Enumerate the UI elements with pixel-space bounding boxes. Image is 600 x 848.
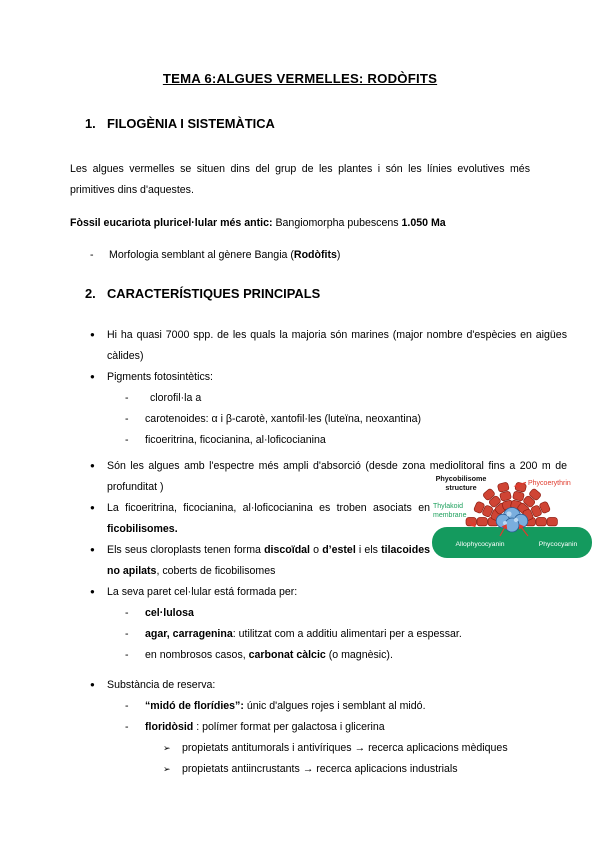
list-item-cellulosa xyxy=(70,603,530,624)
list-item-bold: discoïdal xyxy=(264,543,310,556)
list-item-pigments xyxy=(70,367,530,388)
section-1-title: FILOGÈNIA I SISTEMÀTICA xyxy=(107,116,275,131)
bullet-icon: ● xyxy=(90,502,95,512)
list-item-paret xyxy=(70,582,530,603)
list-item-text: carotenoides: α i β-carotè, xantofil·les (luteïna, neoxantina) xyxy=(145,412,422,425)
list-item-agar xyxy=(70,624,530,645)
section-1-heading xyxy=(70,113,530,134)
list-item-text: propietats antiincrustants → recerca aplicacions industrials xyxy=(182,762,458,775)
figure-title-line2: structure xyxy=(445,483,477,492)
list-item-text: clorofil·la a xyxy=(150,391,202,404)
list-item-species-count xyxy=(70,325,567,367)
section-2-number: 2. xyxy=(85,285,96,301)
list-item-text: o xyxy=(310,543,323,556)
list-item-aplicacions-industrials xyxy=(70,759,530,780)
phycobilisome-diagram xyxy=(430,470,598,563)
dash-icon: - xyxy=(125,391,129,404)
figure-title-line1: Phycobilisome xyxy=(435,474,487,483)
morfologia-pre: Morfologia semblant al gènere Bangia ( xyxy=(109,248,294,261)
thylakoid-label-line2: membrane xyxy=(433,512,467,519)
list-item-text: únic d'algues rojes i semblant al midó. xyxy=(243,699,426,712)
list-item-floridosid xyxy=(70,717,530,738)
arrow-bullet-icon: ➢ xyxy=(163,742,171,753)
phycoerythrin-label: Phycoerythrin xyxy=(528,480,571,487)
dash-icon: - xyxy=(125,627,129,640)
list-item-mido xyxy=(70,696,530,717)
intro-paragraph: Les algues vermelles se situen dins del grup de les plantes i són les línies evolutives més primitives dins d'aquestes. xyxy=(70,163,530,196)
list-item-cloroplasts xyxy=(70,540,430,582)
list-item-text: Substància de reserva: xyxy=(107,678,216,691)
list-item-text: La seva paret cel·lular está formada per: xyxy=(107,585,298,598)
bullet-icon: ● xyxy=(90,586,95,596)
list-item-bold: tilacoides no apilats xyxy=(107,543,430,577)
section-2-heading xyxy=(70,283,530,304)
dash-icon: - xyxy=(90,248,94,261)
phycobilisome-figure xyxy=(430,470,598,563)
document-title-text: TEMA 6:ALGUES VERMELLES: RODÒFITS xyxy=(162,71,438,86)
list-item-bold: d’estel xyxy=(322,543,356,556)
list-item-text: (o magnèsic). xyxy=(325,648,393,661)
fossil-lead: Fòssil eucariota pluricel·lular més antic: xyxy=(70,217,276,229)
bullet-icon: ● xyxy=(90,460,95,470)
arrow-bullet-icon: ➢ xyxy=(163,763,171,774)
bullet-icon: ● xyxy=(90,679,95,689)
list-item-text: : polímer format per galactosa i glicerina xyxy=(193,720,385,733)
list-item-bold: floridòsid xyxy=(145,720,194,733)
dash-icon: - xyxy=(125,648,129,661)
list-item-text: ficoeritrina, ficocianina, al·loficocianina xyxy=(145,433,326,446)
list-item-clorofil xyxy=(70,388,530,409)
list-item-text: propietats antitumorals i antivíriques → recerca aplicacions mèdiques xyxy=(182,741,508,754)
dash-icon: - xyxy=(125,720,129,733)
list-item-text: Són les algues amb l'espectre més ampli d'absorció (desde zona mediolitoral fins a 200 m de profunditat ) xyxy=(107,459,567,493)
dash-icon: - xyxy=(125,433,129,446)
list-item-text: Els seus cloroplasts tenen forma xyxy=(107,543,265,556)
morfologia-item xyxy=(70,245,530,266)
fossil-age: 1.050 Ma xyxy=(401,217,446,229)
section-1-number: 1. xyxy=(85,116,96,131)
list-item-ficobilisomes xyxy=(70,498,430,540)
list-item-text: : utilitzat com a additiu alimentari per a espessar. xyxy=(232,627,462,640)
thylakoid-label-line1: Thylakoid xyxy=(433,503,463,510)
list-item-reserva xyxy=(70,675,530,696)
list-item-text: Hi ha quasi 7000 spp. de les quals la majoria són marines (major nombre d'espècies en aigües càlides) xyxy=(107,328,567,362)
list-item-bold: cel·lulosa xyxy=(145,606,194,619)
bullet-icon: ● xyxy=(90,329,95,339)
list-item-carotenoides xyxy=(70,409,530,430)
list-item-text: i els xyxy=(355,543,382,556)
bullet-icon: ● xyxy=(90,371,95,381)
list-item-carbonat xyxy=(70,645,530,666)
list-item-bold: agar, carragenina xyxy=(145,627,233,640)
list-item-text: en nombrosos casos, xyxy=(145,648,249,661)
morfologia-post: ) xyxy=(336,248,341,261)
list-item-aplicacions-mediques xyxy=(70,738,530,759)
morfologia-bold: Rodòfits xyxy=(293,248,337,261)
dash-icon: - xyxy=(125,606,129,619)
dash-icon: - xyxy=(125,699,129,712)
list-item-ficoeritrina xyxy=(70,430,530,451)
allophycocyanin-label: Allophycocyanin xyxy=(455,541,505,548)
section-2-title: CARACTERÍSTIQUES PRINCIPALS xyxy=(107,285,321,301)
bullet-icon: ● xyxy=(90,544,95,554)
list-item-bold: “midó de florídies”: xyxy=(145,699,244,712)
phycocyanin-label: Phycocyanin xyxy=(538,541,578,548)
list-item-text: Pigments fotosintètics: xyxy=(107,370,213,383)
fossil-species: Bangiomorpha pubescens xyxy=(275,217,402,229)
document-title xyxy=(70,68,530,89)
list-item-text: , coberts de ficobilisomes xyxy=(156,564,276,577)
list-item-bold: ficobilisomes. xyxy=(107,522,178,535)
fossil-line xyxy=(70,213,530,234)
list-item-text: La ficoeritrina, ficocianina, al·loficocianina es troben asociats en xyxy=(107,501,430,514)
dash-icon: - xyxy=(125,412,129,425)
list-item-bold: carbonat càlcic xyxy=(248,648,326,661)
